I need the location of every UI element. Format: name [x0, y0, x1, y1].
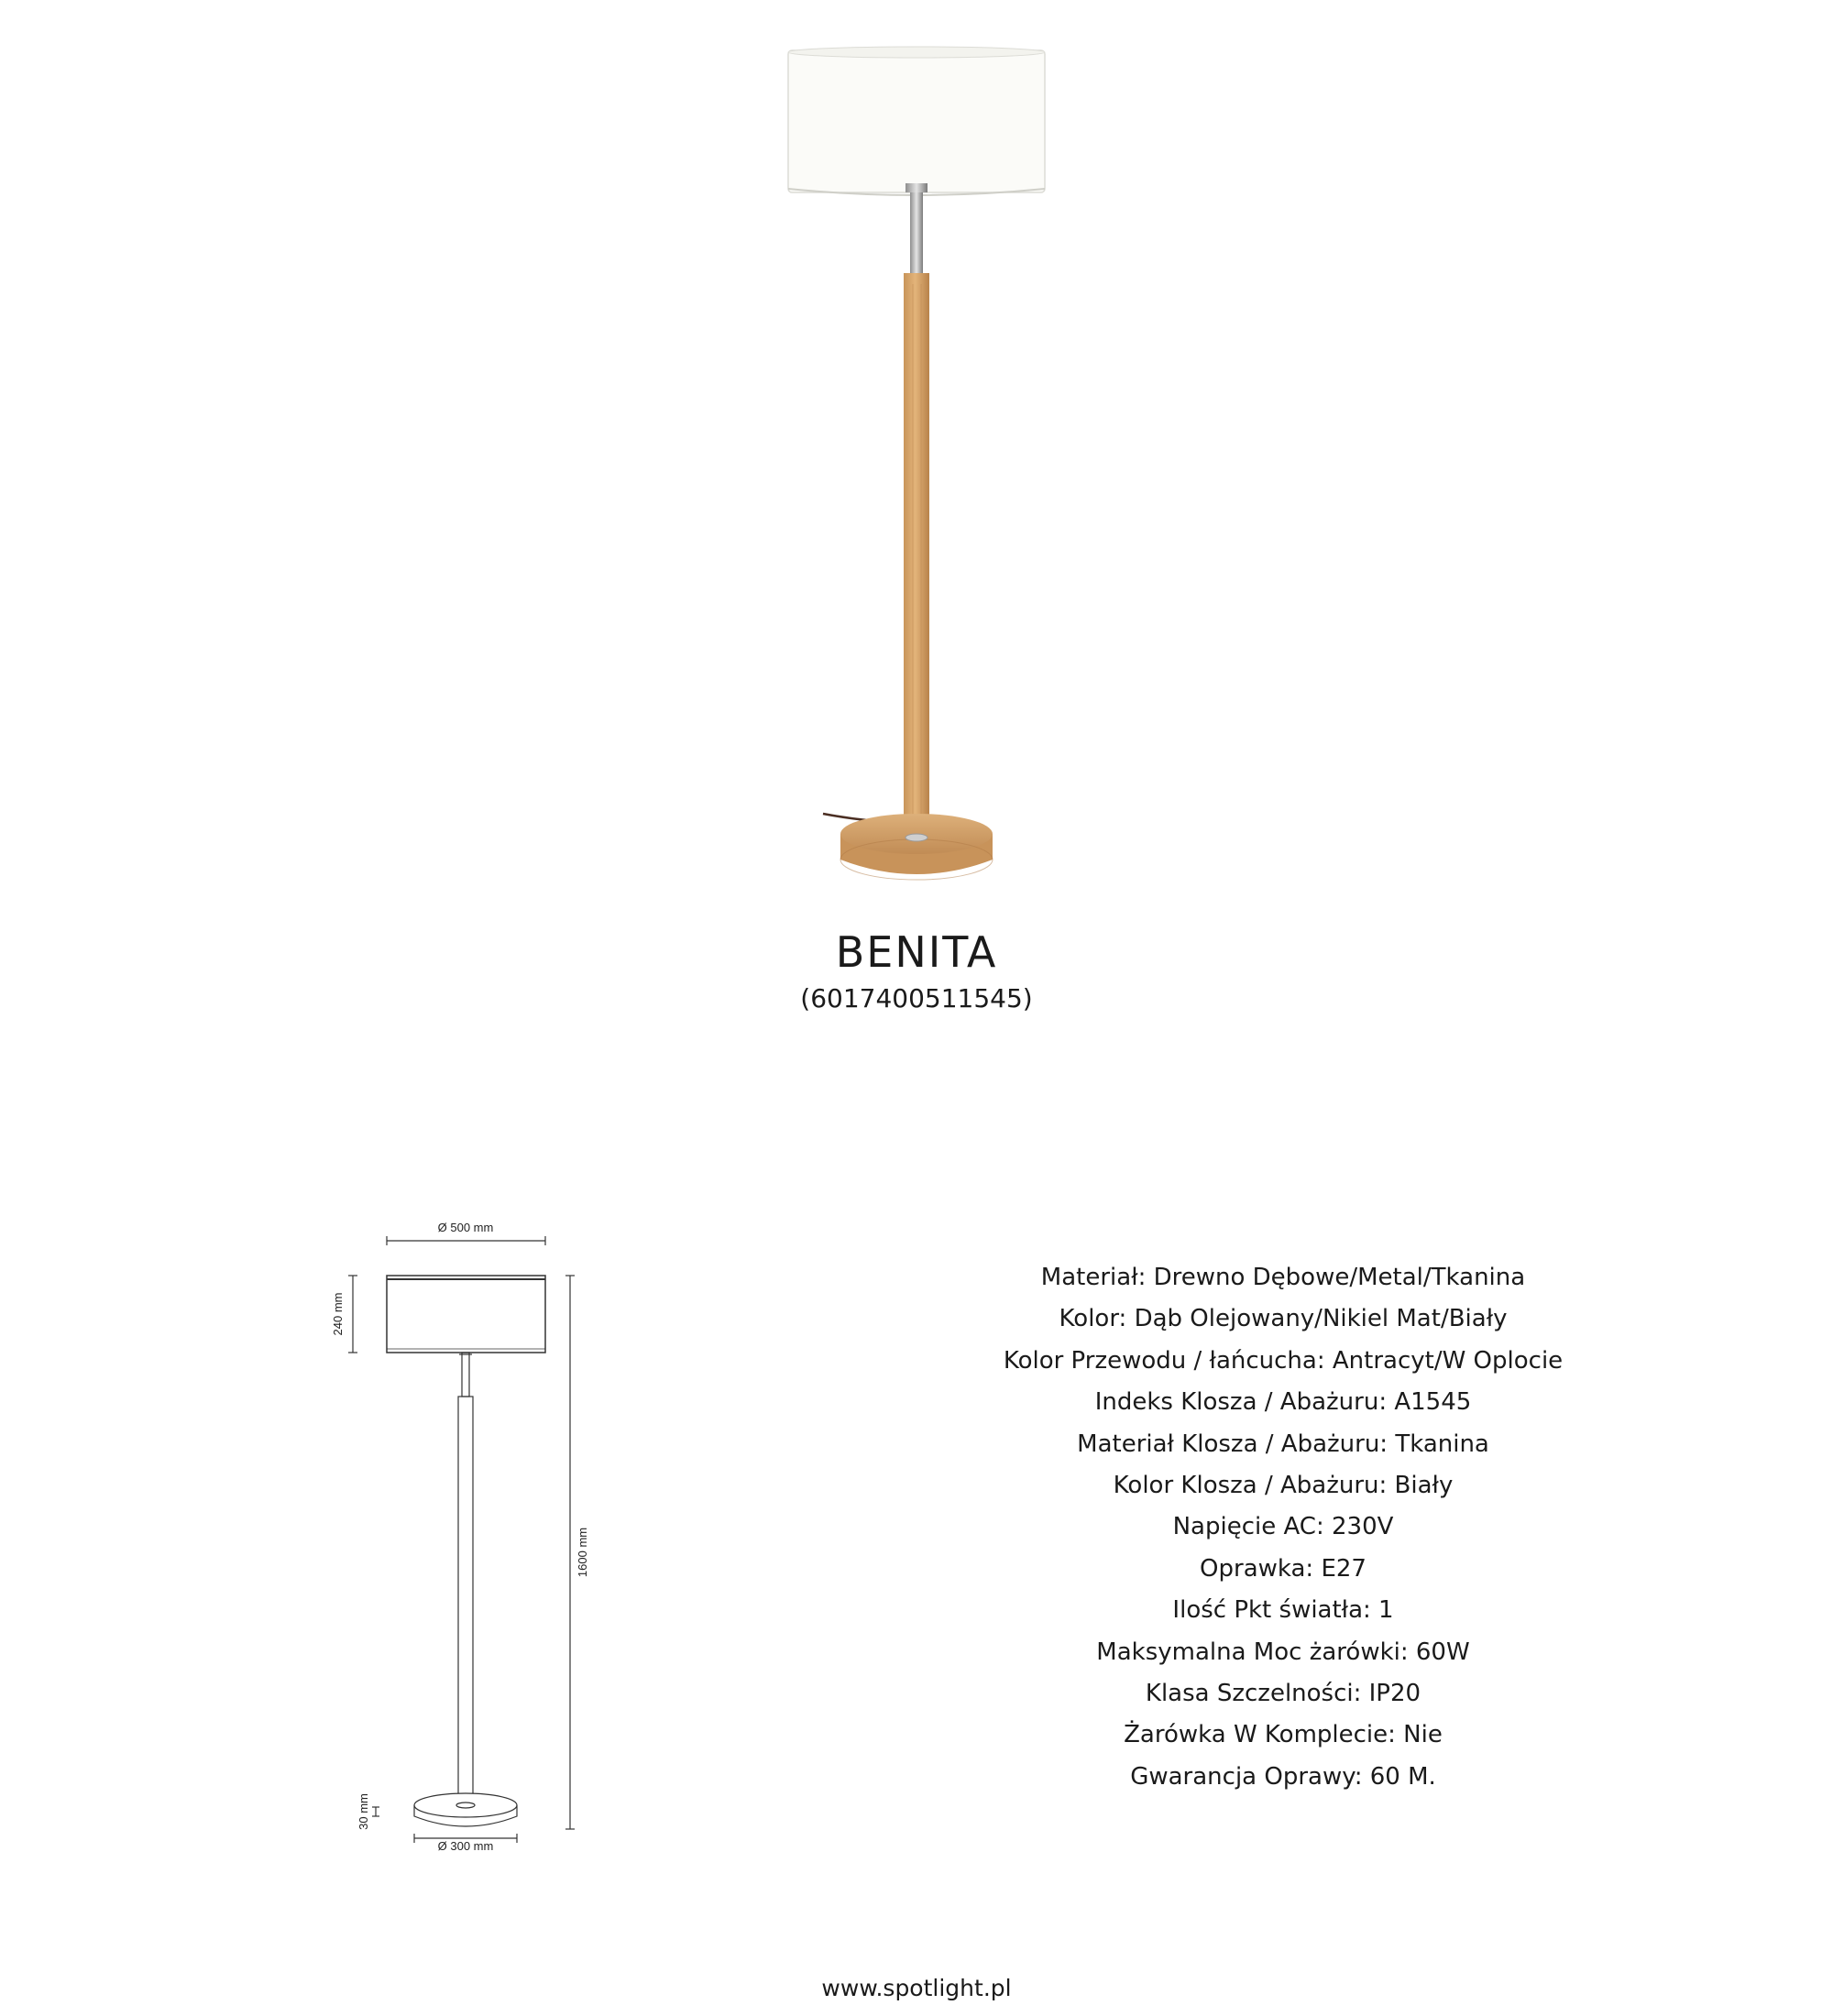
product-name: BENITA [835, 927, 998, 977]
dim-shade-height: 240 mm [331, 1292, 345, 1336]
lamp-base [840, 814, 993, 880]
spec-shade-material: Materiał Klosza / Abażuru: Tkanina [1077, 1430, 1489, 1458]
spec-material: Materiał: Drewno Dębowe/Metal/Tkanina [1040, 1264, 1526, 1291]
spec-max-power: Maksymalna Moc żarówki: 60W [1096, 1638, 1470, 1666]
lamp-metal-rod [910, 183, 923, 275]
technical-drawing [330, 1200, 623, 1851]
spec-light-points: Ilość Pkt światła: 1 [1172, 1596, 1394, 1625]
spec-shade-color: Kolor Klosza / Abażuru: Biały [1113, 1472, 1454, 1500]
spec-socket: Oprawka: E27 [1200, 1554, 1367, 1583]
spec-cable-color: Kolor Przewodu / łańcucha: Antracyt/W Oplocie [1003, 1346, 1564, 1375]
footer-website: www.spotlight.pl [821, 1975, 1012, 2001]
dim-shade-diameter: Ø 500 mm [437, 1221, 494, 1234]
dim-base-diameter: Ø 300 mm [437, 1839, 494, 1851]
dim-total-height: 1600 mm [576, 1527, 589, 1578]
lamp-product-image [752, 37, 1081, 898]
product-code: (6017400511545) [800, 983, 1033, 1013]
lamp-shade [788, 47, 1045, 195]
spec-list [916, 1257, 1650, 1798]
spec-shade-index: Indeks Klosza / Abażuru: A1545 [1094, 1388, 1472, 1417]
spec-warranty: Gwarancja Oprawy: 60 M. [1130, 1762, 1436, 1791]
spec-color: Kolor: Dąb Olejowany/Nikiel Mat/Biały [1059, 1305, 1508, 1333]
product-title-block [0, 926, 1833, 1015]
spec-ip-rating: Klasa Szczelności: IP20 [1145, 1680, 1421, 1708]
spec-voltage: Napięcie AC: 230V [1172, 1513, 1394, 1541]
lamp-wooden-pole [904, 273, 929, 841]
dim-base-height: 30 mm [357, 1793, 370, 1830]
spec-bulb-included: Żarówka W Komplecie: Nie [1124, 1721, 1443, 1749]
